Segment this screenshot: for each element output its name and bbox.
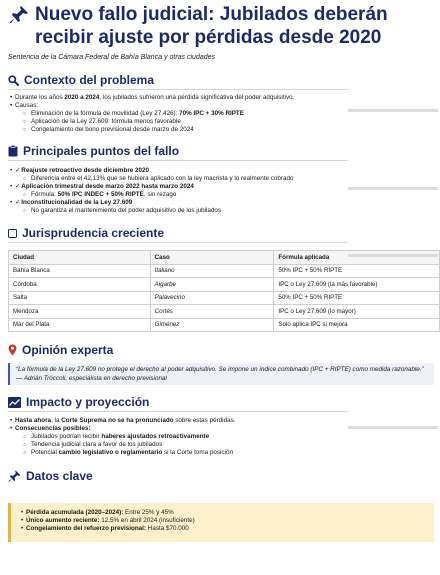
table-row — [9, 291, 440, 305]
table-row — [9, 278, 440, 292]
chart-icon — [8, 397, 21, 408]
magnifier-icon — [8, 75, 19, 86]
table-row — [9, 305, 440, 319]
list-subitem: ○ Aplicación de la Ley 27.609: fórmula menos favorable — [15, 118, 440, 126]
list-item: • Causas: ○ Eliminación de la fórmula de movilidad (Ley 27.426): 70% IPC + 30% RIPTE ○ Aplicación de la Ley 27.609: fórmula menos favorable ○ Congelamiento del bono previsional desde marzo de 2024 — [10, 102, 440, 134]
section-contexto — [0, 73, 440, 134]
table-cell: Bahía Blanca — [9, 264, 151, 278]
list-item: • Único aumento reciente: 12,5% en abril 2024 (insuficiente) — [21, 517, 428, 525]
check-icon: ✓ — [15, 183, 21, 190]
section-divider — [8, 89, 348, 90]
list-subitem: ○ Jubilados podrían recibir haberes ajustados retroactivamente — [15, 433, 440, 441]
table-cell: Córdoba — [9, 278, 151, 292]
list-item: • Hasta ahora, la Corte Suprema no se ha pronunciado sobre estas pérdidas. — [10, 417, 440, 425]
section-jurisprudencia — [0, 226, 440, 332]
list-item: • Pérdida acumulada (2020–2024): Entre 25% y 45% — [21, 509, 428, 517]
list-subitem: ○ Eliminación de la fórmula de movilidad (Ley 27.426): 70% IPC + 30% RIPTE — [15, 110, 440, 118]
list-item: • ✓Reajuste retroactivo desde diciembre 2020 ○ Diferencia entre el 42,13% que se hubiera aplicado con la ley macrista y lo realmente cobrado — [10, 167, 440, 183]
section-divider — [8, 411, 348, 412]
section-heading-puntos: Principales puntos del fallo — [0, 144, 440, 158]
section-opinion — [0, 343, 440, 385]
column-header: Ciudad — [9, 251, 151, 265]
check-icon: ✓ — [15, 199, 21, 206]
section-heading-contexto: Contexto del problema — [0, 73, 440, 87]
impacto-list — [0, 417, 440, 457]
list-subitem: ○ Fórmula: 50% IPC INDEC + 50% RIPTE, sin rezago — [15, 191, 440, 199]
table-cell: IPC o Ley 27.609 (lo mayor) — [274, 305, 440, 319]
list-subitem: ○ Potencial cambio legislativo o reglamentario si la Corte toma posición — [15, 449, 440, 457]
table-cell: Algarbe — [150, 278, 274, 292]
section-puntos — [0, 144, 440, 215]
expert-quote: “La fórmula de la Ley 27.609 no protege el derecho al poder adquisitivo. Se impone un índice combinado (IPC + RIPTE) como medida razonable.” — Adrián Tróccoli, especialista en derecho previsional — [8, 363, 434, 385]
table-cell: 50% IPC + 50% RIPTE — [274, 264, 440, 278]
table-cell: Salta — [9, 291, 151, 305]
map-pin-icon — [8, 344, 17, 356]
table-row — [9, 264, 440, 278]
table-cell: IPC o Ley 27.609 (la más favorable) — [274, 278, 440, 292]
article-title — [0, 0, 440, 49]
checkbox-icon — [8, 229, 17, 238]
article-subtitle: Sentencia de la Cámara Federal de Bahía Blanca y otras ciudades — [8, 54, 216, 61]
list-subitem: ○ Diferencia entre el 42,13% que se hubiera aplicado con la ley macrista y lo realmente cobrado — [15, 175, 440, 183]
scroll-tab — [348, 254, 438, 257]
list-item: • Consecuencias posibles: ○ Jubilados podrían recibir haberes ajustados retroactivamente ○ Tendencia judicial clara a favor de los jubilados ○ Potencial cambio legislativo o reglamentario si la Corte toma posición — [10, 425, 440, 457]
section-divider — [8, 242, 348, 243]
column-header: Caso — [150, 251, 274, 265]
section-heading-impacto: Impacto y proyección — [0, 395, 440, 409]
list-item: • Congelamiento del refuerzo previsional: Hasta $70.000 — [21, 525, 428, 533]
pushpin-icon — [8, 5, 30, 25]
section-datos — [0, 469, 440, 542]
table-cell: Solo aplica IPC si mejora — [274, 318, 440, 332]
list-subitem: ○ Tendencia judicial clara a favor de los jubilados — [15, 441, 440, 449]
clipboard-icon — [8, 145, 18, 157]
table-cell: Mar del Plata — [9, 318, 151, 332]
table-cell: Italiano — [150, 264, 274, 278]
scroll-tab — [348, 426, 438, 429]
article-heading: Nuevo fallo judicial: Jubilados deberán recibir ajuste por pérdidas desde 2020 — [35, 4, 388, 48]
list-subitem: ○ No garantiza el mantenimiento del poder adquisitivo de los jubilados — [15, 207, 440, 215]
pushpin-icon — [8, 470, 21, 483]
list-item: • ✓Inconstitucionalidad de la Ley 27.609 ○ No garantiza el mantenimiento del poder adquisitivo de los jubilados — [10, 199, 440, 215]
scroll-tab — [348, 109, 438, 112]
datos-list — [21, 509, 428, 533]
table-row — [9, 318, 440, 332]
table-cell: Cortés — [150, 305, 274, 319]
key-data-box — [8, 503, 434, 542]
check-icon: ✓ — [15, 167, 21, 174]
section-divider — [8, 160, 348, 161]
scroll-tab — [348, 187, 438, 190]
table-header-row — [9, 251, 440, 265]
table-cell: Mendoza — [9, 305, 151, 319]
list-item: • Durante los años 2020 a 2024, los jubilados sufrieron una pérdida significativa del poder adquisitivo. — [10, 94, 440, 102]
table-cell: Giménez — [150, 318, 274, 332]
table-cell: Palavecino — [150, 291, 274, 305]
puntos-list — [0, 167, 440, 215]
jurisprudencia-table — [8, 250, 440, 332]
section-heading-datos: Datos clave — [0, 469, 440, 483]
contexto-list — [0, 94, 440, 134]
list-item: • ✓Aplicación trimestral desde marzo 2022 hasta marzo 2024 ○ Fórmula: 50% IPC INDEC + 50% RIPTE, sin rezago — [10, 183, 440, 199]
column-header: Fórmula aplicada — [274, 251, 440, 265]
table-cell: 50% IPC + 50% RIPTE — [274, 291, 440, 305]
list-subitem: ○ Congelamiento del bono previsional desde marzo de 2024 — [15, 126, 440, 134]
section-heading-jurisprudencia: Jurisprudencia creciente — [0, 226, 440, 240]
section-heading-opinion: Opinión experta — [0, 343, 440, 357]
